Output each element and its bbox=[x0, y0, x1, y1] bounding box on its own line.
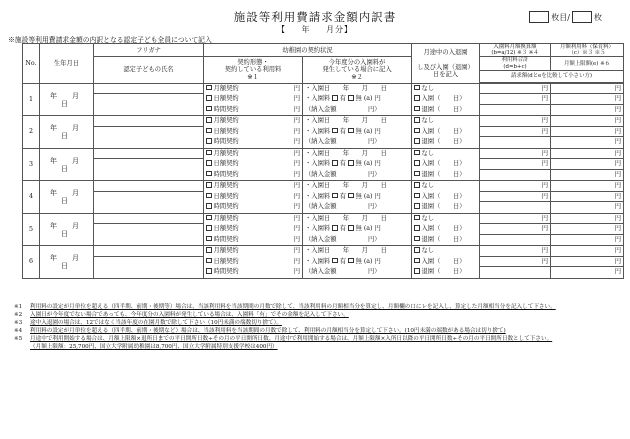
contract-checkbox[interactable] bbox=[206, 225, 212, 231]
note-item bbox=[14, 303, 624, 311]
contract-form-cell bbox=[204, 213, 303, 246]
midway-checkbox[interactable] bbox=[414, 171, 420, 177]
birthdate-field[interactable]: 年 月 日 bbox=[40, 181, 94, 214]
midway-option-label: 入園（ 日） bbox=[421, 257, 466, 265]
contract-option-label: 日額契約 bbox=[213, 257, 239, 265]
contract-checkbox[interactable] bbox=[206, 160, 212, 166]
no-label: 無 bbox=[355, 257, 362, 265]
entry-fee-cell bbox=[303, 83, 412, 116]
entry-monthly-cell[interactable] bbox=[480, 246, 551, 279]
entry-fee-no-checkbox[interactable] bbox=[348, 128, 354, 134]
row-number: 1 bbox=[23, 83, 40, 116]
yen-label: 円 bbox=[480, 127, 550, 138]
yen-label: 円 bbox=[293, 214, 300, 222]
subtitle-month: 月分】 bbox=[326, 25, 354, 34]
no-label: 無 bbox=[355, 95, 362, 103]
midway-checkbox[interactable] bbox=[414, 193, 420, 199]
yen-label: 円 bbox=[293, 225, 300, 233]
midway-checkbox[interactable] bbox=[414, 95, 420, 101]
yen-label: 円 bbox=[374, 160, 381, 168]
midway-option-label: なし bbox=[421, 247, 435, 255]
midway-option-label: 退園（ 日） bbox=[421, 203, 466, 211]
yen-label: 円 bbox=[551, 246, 623, 257]
yen-label: 円 bbox=[614, 170, 621, 178]
midway-cell bbox=[412, 213, 480, 246]
contract-form-cell bbox=[204, 246, 303, 279]
birthdate-field[interactable]: 年 月 日 bbox=[40, 83, 94, 116]
yen-label: 円 bbox=[551, 84, 623, 95]
table-row bbox=[23, 116, 624, 149]
yen-label: 円 bbox=[374, 127, 381, 135]
midway-option-label: 退園（ 日） bbox=[421, 170, 466, 178]
header-furigana: フリガナ bbox=[94, 44, 204, 57]
note-item bbox=[14, 319, 624, 327]
midway-cell bbox=[412, 116, 480, 149]
entry-date-line[interactable]: ・入園日 年 月 日 bbox=[305, 117, 387, 125]
yen-label: 円 bbox=[551, 94, 623, 105]
no-label: 無 bbox=[355, 127, 362, 135]
midway-checkbox[interactable] bbox=[414, 182, 420, 188]
yen-label: 円 bbox=[293, 235, 300, 243]
yen-label: 円 bbox=[374, 257, 381, 265]
midway-option-label: なし bbox=[421, 182, 435, 190]
yes-label: 有 bbox=[339, 160, 346, 168]
contract-checkbox[interactable] bbox=[206, 95, 212, 101]
midway-checkbox[interactable] bbox=[414, 106, 420, 112]
midway-option-label: なし bbox=[421, 149, 435, 157]
furigana-field[interactable] bbox=[94, 116, 204, 149]
entry-date-line[interactable]: ・入園日 年 月 日 bbox=[305, 84, 387, 92]
note-mark: ※1 bbox=[14, 304, 23, 310]
note-mark: ※4 bbox=[14, 328, 23, 334]
contract-option-label: 月額契約 bbox=[213, 247, 239, 255]
note-mark bbox=[14, 343, 30, 351]
page-number-label: 枚目/ bbox=[551, 12, 570, 22]
header-total-fee-l2: (d=b+c) bbox=[503, 63, 527, 70]
monthly-fee-cell[interactable] bbox=[551, 246, 624, 279]
entry-fee-cell bbox=[303, 116, 412, 149]
contract-option-label: 月額契約 bbox=[213, 182, 239, 190]
contract-checkbox[interactable] bbox=[206, 258, 212, 264]
yen-label: 円 bbox=[480, 94, 550, 105]
paid-amount-line[interactable]: （納入金額 円） bbox=[305, 203, 381, 211]
midway-cell bbox=[412, 83, 480, 116]
contract-checkbox[interactable] bbox=[206, 106, 212, 112]
paid-amount-line[interactable]: （納入金額 円） bbox=[305, 105, 381, 113]
yen-label: 円 bbox=[480, 224, 550, 235]
entry-fee-label: ・入園料 bbox=[305, 225, 331, 233]
contract-option-label: 月額契約 bbox=[213, 117, 239, 125]
midway-checkbox[interactable] bbox=[414, 258, 420, 264]
yen-label: 円 bbox=[374, 225, 381, 233]
yen-label: 円 bbox=[293, 192, 300, 200]
midway-checkbox[interactable] bbox=[414, 203, 420, 209]
yen-label: 円 bbox=[480, 159, 550, 170]
header-child-name: 認定子どもの氏名 bbox=[94, 57, 204, 83]
child-name-field[interactable] bbox=[94, 192, 203, 213]
header-contract-form-l1: 契約形態・ bbox=[237, 59, 269, 67]
birthdate-field[interactable]: 年 月 日 bbox=[40, 148, 94, 181]
yen-label: 円 bbox=[374, 95, 381, 103]
page-total-label: 枚 bbox=[594, 12, 602, 22]
contract-checkbox[interactable] bbox=[206, 171, 212, 177]
contract-checkbox[interactable] bbox=[206, 268, 212, 274]
header-midway-line1: 月途中の入退園 bbox=[423, 48, 468, 56]
yen-label: 円 bbox=[293, 203, 300, 211]
entry-fee-no-checkbox[interactable] bbox=[348, 95, 354, 101]
contract-option-label: 日額契約 bbox=[213, 160, 239, 168]
furigana-field[interactable] bbox=[94, 246, 204, 279]
entry-fee-label: ・入園料 bbox=[305, 95, 331, 103]
yen-label: 円 bbox=[293, 257, 300, 265]
note-text: 途中入退園の場合は、12ではなく当該年度の在園月数で除して下さい（10円未満の端数切り捨て）。 bbox=[30, 320, 282, 326]
yen-label: 円 bbox=[293, 105, 300, 113]
entry-fee-label: ・入園料 bbox=[305, 192, 331, 200]
yen-label: 円 bbox=[614, 235, 621, 243]
furigana-field[interactable] bbox=[94, 83, 204, 116]
contract-option-label: 日額契約 bbox=[213, 95, 239, 103]
header-birthdate: 生年月日 bbox=[40, 44, 94, 84]
contract-form-cell bbox=[204, 148, 303, 181]
no-label: 無 bbox=[355, 192, 362, 200]
furigana-field[interactable] bbox=[94, 213, 204, 246]
yen-label: 円 bbox=[480, 116, 550, 127]
paid-amount-line[interactable]: （納入金額 円） bbox=[305, 235, 381, 243]
monthly-fee-cell[interactable] bbox=[551, 213, 624, 246]
contract-option-label: 時間契約 bbox=[213, 203, 239, 211]
yen-label: 円 bbox=[480, 257, 550, 268]
yen-label: 円 bbox=[480, 149, 550, 160]
note-text: 月途中で利用開始する場合は、月額上限額×退所日までの平日開所日数÷その月の平日開所日数、月途中で利用開始する場合は、月額上限額×入所日以降の平日開所日数÷その月の平日開所日数として下さい。 bbox=[30, 336, 553, 342]
row-number: 2 bbox=[23, 116, 40, 149]
yen-label: 円 bbox=[551, 192, 623, 203]
yen-label: 円 bbox=[551, 149, 623, 160]
yen-label: 円 bbox=[551, 214, 623, 225]
note-text: 利用料の設定が月単位を超える（四半期、前期・後期等）場合は、当該利用料を当該期間の月数で除して、当該利用料の月額相当分を算定し、月額欄の口にレを記入し、算定した月額相当分を記入して下さい。 bbox=[30, 304, 556, 310]
note-item bbox=[14, 335, 624, 343]
yes-label: 有 bbox=[339, 192, 346, 200]
yen-label: 円 bbox=[614, 268, 621, 276]
yes-label: 有 bbox=[339, 225, 346, 233]
header-midway-line3: 日を記入 bbox=[432, 71, 459, 79]
entry-date-line[interactable]: ・入園日 年 月 日 bbox=[305, 149, 387, 157]
monthly-fee-cell[interactable] bbox=[551, 148, 624, 181]
midway-option-label: なし bbox=[421, 214, 435, 222]
subtitle-year: 年 bbox=[301, 25, 311, 34]
midway-option-label: なし bbox=[421, 84, 435, 92]
header-entry-fee-mark: ※２ bbox=[351, 73, 363, 81]
header-entry-monthly bbox=[480, 44, 551, 57]
row-number: 5 bbox=[23, 213, 40, 246]
yen-label: 円 bbox=[480, 84, 550, 95]
entry-date-line[interactable]: ・入園日 年 月 日 bbox=[305, 214, 387, 222]
contract-checkbox[interactable] bbox=[206, 128, 212, 134]
midway-checkbox[interactable] bbox=[414, 247, 420, 253]
yen-label: 円 bbox=[293, 170, 300, 178]
contract-option-label: 日額契約 bbox=[213, 225, 239, 233]
midway-checkbox[interactable] bbox=[414, 215, 420, 221]
yes-label: 有 bbox=[339, 95, 346, 103]
yen-label: 円 bbox=[480, 181, 550, 192]
contract-checkbox[interactable] bbox=[206, 182, 212, 188]
yes-label: 有 bbox=[339, 257, 346, 265]
entry-fee-no-checkbox[interactable] bbox=[348, 258, 354, 264]
midway-checkbox[interactable] bbox=[414, 268, 420, 274]
midway-option-label: 退園（ 日） bbox=[421, 138, 466, 146]
yen-label: 円 bbox=[551, 224, 623, 235]
monthly-fee-cell[interactable] bbox=[551, 181, 624, 214]
contract-checkbox[interactable] bbox=[206, 193, 212, 199]
entry-fee-cell bbox=[303, 148, 412, 181]
contract-option-label: 時間契約 bbox=[213, 105, 239, 113]
contract-option-label: 時間契約 bbox=[213, 235, 239, 243]
header-entry-monthly-l2: (b=a/12) ※３ ※４ bbox=[491, 50, 539, 57]
entry-fee-yes-checkbox[interactable] bbox=[332, 193, 338, 199]
row-number: 6 bbox=[23, 246, 40, 279]
entry-monthly-cell[interactable] bbox=[480, 213, 551, 246]
note-item bbox=[14, 311, 624, 319]
yen-label: 円 bbox=[293, 127, 300, 135]
entry-date-line[interactable]: ・入園日 年 月 日 bbox=[305, 182, 387, 190]
contract-option-label: 時間契約 bbox=[213, 268, 239, 276]
subtitle-bracket: 【 bbox=[276, 25, 286, 34]
child-name-field[interactable] bbox=[94, 127, 203, 148]
contract-form-cell bbox=[204, 83, 303, 116]
note-text: 利用料の設定が月単位を超える（四半期、前期・後期など）場合は、当該利用料を当該期間の月数で除して、利用料の月額相当分を算定して下さい。(10円未満の端数がある場合は切り捨て) bbox=[30, 328, 506, 334]
contract-form-cell bbox=[204, 181, 303, 214]
header-total-fee bbox=[480, 57, 551, 70]
contract-option-label: 月額契約 bbox=[213, 84, 239, 92]
header-monthly-fee-l2: （c）※３ ※５ bbox=[568, 50, 606, 57]
header-monthly-fee bbox=[551, 44, 624, 57]
entry-monthly-cell[interactable] bbox=[480, 148, 551, 181]
contract-option-label: 時間契約 bbox=[213, 138, 239, 146]
birthdate-field[interactable]: 年 月 日 bbox=[40, 246, 94, 279]
entry-fee-cell bbox=[303, 246, 412, 279]
yen-label: 円 bbox=[480, 192, 550, 203]
yen-label: 円 bbox=[551, 116, 623, 127]
note-item bbox=[14, 327, 624, 335]
table-row bbox=[23, 148, 624, 181]
table-row bbox=[23, 181, 624, 214]
monthly-fee-cell[interactable] bbox=[551, 116, 624, 149]
entry-fee-label: ・入園料 bbox=[305, 257, 331, 265]
entry-fee-cell bbox=[303, 213, 412, 246]
entry-fee-yes-checkbox[interactable] bbox=[332, 225, 338, 231]
entry-monthly-cell[interactable] bbox=[480, 181, 551, 214]
midway-option-label: 入園（ 日） bbox=[421, 225, 466, 233]
contract-option-label: 日額契約 bbox=[213, 127, 239, 135]
contract-option-label: 日額契約 bbox=[213, 192, 239, 200]
furigana-field[interactable] bbox=[94, 181, 204, 214]
birthdate-field[interactable]: 年 月 日 bbox=[40, 116, 94, 149]
midway-cell bbox=[412, 246, 480, 279]
contract-checkbox[interactable] bbox=[206, 150, 212, 156]
a-label: (a) bbox=[363, 127, 373, 135]
header-entry-fee-l2: 発生している場合に記入 bbox=[322, 66, 392, 74]
entry-fee-yes-checkbox[interactable] bbox=[332, 160, 338, 166]
midway-checkbox[interactable] bbox=[414, 85, 420, 91]
child-name-field[interactable] bbox=[94, 94, 203, 115]
yen-label: 円 bbox=[374, 192, 381, 200]
child-name-field[interactable] bbox=[94, 159, 203, 180]
yen-label: 円 bbox=[293, 84, 300, 92]
yen-label: 円 bbox=[293, 268, 300, 276]
no-label: 無 bbox=[355, 225, 362, 233]
header-entry-monthly-l1: 入園料月額換算額 bbox=[493, 44, 537, 50]
notes-section bbox=[14, 303, 624, 351]
entry-date-line[interactable]: ・入園日 年 月 日 bbox=[305, 247, 387, 255]
contract-checkbox[interactable] bbox=[206, 138, 212, 144]
contract-option-label: 月額契約 bbox=[213, 149, 239, 157]
midway-cell bbox=[412, 148, 480, 181]
contract-checkbox[interactable] bbox=[206, 117, 212, 123]
birthdate-field[interactable]: 年 月 日 bbox=[40, 213, 94, 246]
billing-table bbox=[22, 43, 624, 279]
yen-label: 円 bbox=[293, 247, 300, 255]
child-name-field[interactable] bbox=[94, 224, 203, 245]
entry-monthly-cell[interactable] bbox=[480, 83, 551, 116]
midway-checkbox[interactable] bbox=[414, 138, 420, 144]
entry-fee-label: ・入園料 bbox=[305, 127, 331, 135]
a-label: (a) bbox=[363, 225, 373, 233]
header-contract-form bbox=[204, 57, 303, 83]
yen-label: 円 bbox=[480, 246, 550, 257]
paid-amount-line[interactable]: （納入金額 円） bbox=[305, 268, 381, 276]
yen-label: 円 bbox=[614, 138, 621, 146]
furigana-field[interactable] bbox=[94, 148, 204, 181]
yen-label: 円 bbox=[551, 127, 623, 138]
midway-option-label: 入園（ 日） bbox=[421, 160, 466, 168]
header-monthly-fee-l1: 月額利用料（保育料） bbox=[560, 44, 614, 50]
note-mark: ※2 bbox=[14, 312, 23, 318]
yen-label: 円 bbox=[293, 149, 300, 157]
header-no: No. bbox=[23, 44, 40, 84]
a-label: (a) bbox=[363, 160, 373, 168]
header-contract-form-l2: 契約している利用料 bbox=[224, 66, 282, 74]
a-label: (a) bbox=[363, 257, 373, 265]
midway-checkbox[interactable] bbox=[414, 117, 420, 123]
yen-label: 円 bbox=[293, 160, 300, 168]
yen-label: 円 bbox=[293, 117, 300, 125]
note-mark: ※3 bbox=[14, 320, 23, 326]
entry-fee-label: ・入園料 bbox=[305, 160, 331, 168]
midway-checkbox[interactable] bbox=[414, 236, 420, 242]
contract-checkbox[interactable] bbox=[206, 203, 212, 209]
yen-label: 円 bbox=[551, 257, 623, 268]
yen-label: 円 bbox=[614, 105, 621, 113]
yen-label: 円 bbox=[480, 214, 550, 225]
header-midway-line2: し及び入園（退園） bbox=[417, 63, 474, 71]
entry-fee-yes-checkbox[interactable] bbox=[332, 258, 338, 264]
yen-label: 円 bbox=[293, 95, 300, 103]
a-label: (a) bbox=[363, 95, 373, 103]
midway-checkbox[interactable] bbox=[414, 128, 420, 134]
yen-label: 円 bbox=[293, 182, 300, 190]
page-title: 施設等利用費請求金額内訳書 bbox=[233, 10, 397, 24]
row-number: 4 bbox=[23, 181, 40, 214]
header-entry-fee bbox=[303, 57, 412, 83]
a-label: (a) bbox=[363, 192, 373, 200]
contract-checkbox[interactable] bbox=[206, 236, 212, 242]
paid-amount-line[interactable]: （納入金額 円） bbox=[305, 138, 381, 146]
yen-label: 円 bbox=[614, 203, 621, 211]
paid-amount-line[interactable]: （納入金額 円） bbox=[305, 170, 381, 178]
header-monthly-cap: 月額上限額(e) ※６ bbox=[551, 57, 624, 70]
yen-label: 円 bbox=[551, 181, 623, 192]
header-midway bbox=[412, 44, 480, 84]
entry-fee-no-checkbox[interactable] bbox=[348, 160, 354, 166]
midway-checkbox[interactable] bbox=[414, 160, 420, 166]
note-item bbox=[14, 343, 624, 351]
midway-option-label: 入園（ 日） bbox=[421, 192, 466, 200]
note-text: （月額上限額：25,700円、国立大学附属幼稚園は8,700円、国立大学附属特別支援学校は400円） bbox=[30, 344, 278, 350]
midway-checkbox[interactable] bbox=[414, 225, 420, 231]
table-row bbox=[23, 213, 624, 246]
contract-checkbox[interactable] bbox=[206, 215, 212, 221]
header-total-fee-l1: 利用料合計 bbox=[501, 57, 529, 64]
contract-option-label: 時間契約 bbox=[213, 170, 239, 178]
row-number: 3 bbox=[23, 148, 40, 181]
entry-fee-cell bbox=[303, 181, 412, 214]
note-text: 入園日が今年度でない場合であっても、今年度分の入園料が発生している場合は、入園料「有」でその金額を記入して下さい。 bbox=[30, 312, 349, 318]
midway-checkbox[interactable] bbox=[414, 150, 420, 156]
contract-checkbox[interactable] bbox=[206, 247, 212, 253]
child-name-field[interactable] bbox=[94, 257, 203, 278]
entry-fee-yes-checkbox[interactable] bbox=[332, 95, 338, 101]
midway-option-label: 入園（ 日） bbox=[421, 127, 466, 135]
yen-label: 円 bbox=[551, 159, 623, 170]
intro-note: ※施設等利用費請求金額の内訳となる認定子ども全員について記入 bbox=[8, 36, 212, 44]
contract-option-label: 月額契約 bbox=[213, 214, 239, 222]
yes-label: 有 bbox=[339, 127, 346, 135]
table-row bbox=[23, 246, 624, 279]
header-contract-status: 幼稚園の契約状況 bbox=[204, 44, 412, 57]
midway-cell bbox=[412, 181, 480, 214]
midway-option-label: なし bbox=[421, 117, 435, 125]
monthly-fee-cell[interactable] bbox=[551, 83, 624, 116]
no-label: 無 bbox=[355, 160, 362, 168]
header-entry-fee-l1: 今年度分の入園料が bbox=[328, 59, 386, 67]
header-contract-form-mark: ※１ bbox=[247, 73, 259, 81]
midway-option-label: 入園（ 日） bbox=[421, 95, 466, 103]
contract-form-cell bbox=[204, 116, 303, 149]
table-row bbox=[23, 83, 624, 116]
contract-checkbox[interactable] bbox=[206, 85, 212, 91]
midway-option-label: 退園（ 日） bbox=[421, 268, 466, 276]
yen-label: 円 bbox=[293, 138, 300, 146]
midway-option-label: 退園（ 日） bbox=[421, 235, 466, 243]
entry-fee-no-checkbox[interactable] bbox=[348, 225, 354, 231]
entry-fee-no-checkbox[interactable] bbox=[348, 193, 354, 199]
header-claim-amount: 請求額(dとeを比較して小さい方) bbox=[480, 70, 624, 82]
note-mark: ※5 bbox=[14, 336, 23, 342]
entry-fee-yes-checkbox[interactable] bbox=[332, 128, 338, 134]
midway-option-label: 退園（ 日） bbox=[421, 105, 466, 113]
entry-monthly-cell[interactable] bbox=[480, 116, 551, 149]
